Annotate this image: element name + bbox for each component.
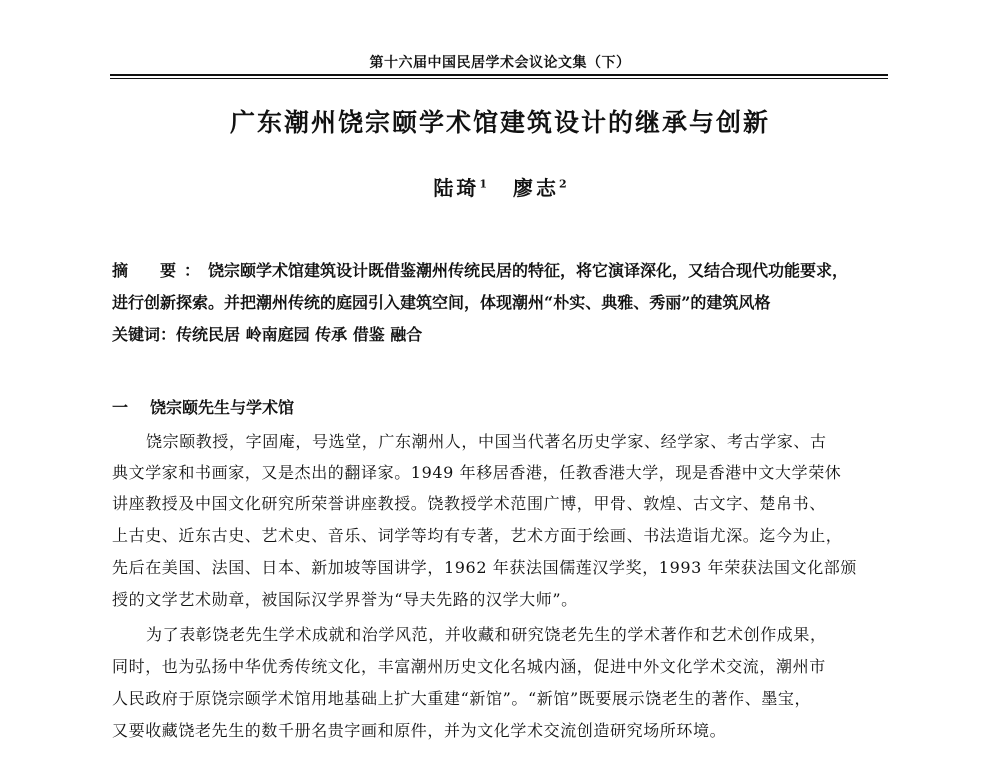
keywords-label: 关键词： [112,325,177,344]
body-line: 为了表彰饶老先生学术成就和治学风范，并收藏和研究饶老先生的学术著作和艺术创作成果， [146,625,827,644]
body-line: 同时，也为弘扬中华优秀传统文化，丰富潮州历史文化名城内涵，促进中外文化学术交流，潮州市 [112,657,826,676]
abstract-line: 进行创新探索。并把潮州传统的庭园引入建筑空间，体现潮州“朴实、典雅、秀丽”的建筑风格 [112,293,771,312]
keywords-line [112,322,890,345]
abstract-label: 摘 要： [112,261,209,280]
author-affiliation: 1 [479,177,487,191]
body-line: 又要收藏饶老先生的数千册名贵字画和原件，并为文化学术交流创造研究场所环境。 [112,721,727,740]
author-list [0,172,1000,201]
keywords-text: 传统民居 岭南庭园 传承 借鉴 融合 [176,325,423,344]
running-header: 第十六届中国民居学术会议论文集（下） [369,55,631,71]
body-line: 先后在美国、法国、日本、新加坡等国讲学，1962 年获法国儒莲汉学奖，1993 年荣获法国文化部颁 [112,558,858,577]
abstract-text: 饶宗颐学术馆建筑设计既借鉴潮州传统民居的特征，将它演译深化，又结合现代功能要求， [208,261,849,280]
header-rule-thick [110,74,888,76]
header-rule-thin [110,78,888,79]
body-line: 讲座教授及中国文化研究所荣誉讲座教授。饶教授学术范围广博，甲骨、敦煌、古文字、楚帛书、 [112,494,826,513]
body-line: 授的文学艺术勋章，被国际汉学界誉为“导夫先路的汉学大师”。 [112,590,578,609]
body-line: 饶宗颐教授，字固庵，号选堂，广东潮州人，中国当代著名历史学家、经学家、考古学家、古 [146,432,827,451]
author-name: 陆琦 [433,176,480,200]
paper-title: 广东潮州饶宗颐学术馆建筑设计的继承与创新 [229,108,770,137]
abstract-line [112,258,890,281]
section-title: 饶宗颐先生与学术馆 [150,398,295,417]
section-number: 一 [112,398,129,417]
body-line: 典文学家和书画家，又是杰出的翻译家。1949 年移居香港，任教香港大学，现是香港中文大学荣休 [112,463,842,482]
author-name: 廖志 [513,176,559,200]
body-line: 上古史、近东古史、艺术史、音乐、词学等均有专著，艺术方面于绘画、书法造诣尤深。迄今为止， [112,526,843,545]
author-affiliation: 2 [559,177,567,191]
section-heading [112,395,294,418]
body-line: 人民政府于原饶宗颐学术馆用地基础上扩大重建“新馆”。“新馆”既要展示饶老生的著作、墨宝， [112,689,812,708]
